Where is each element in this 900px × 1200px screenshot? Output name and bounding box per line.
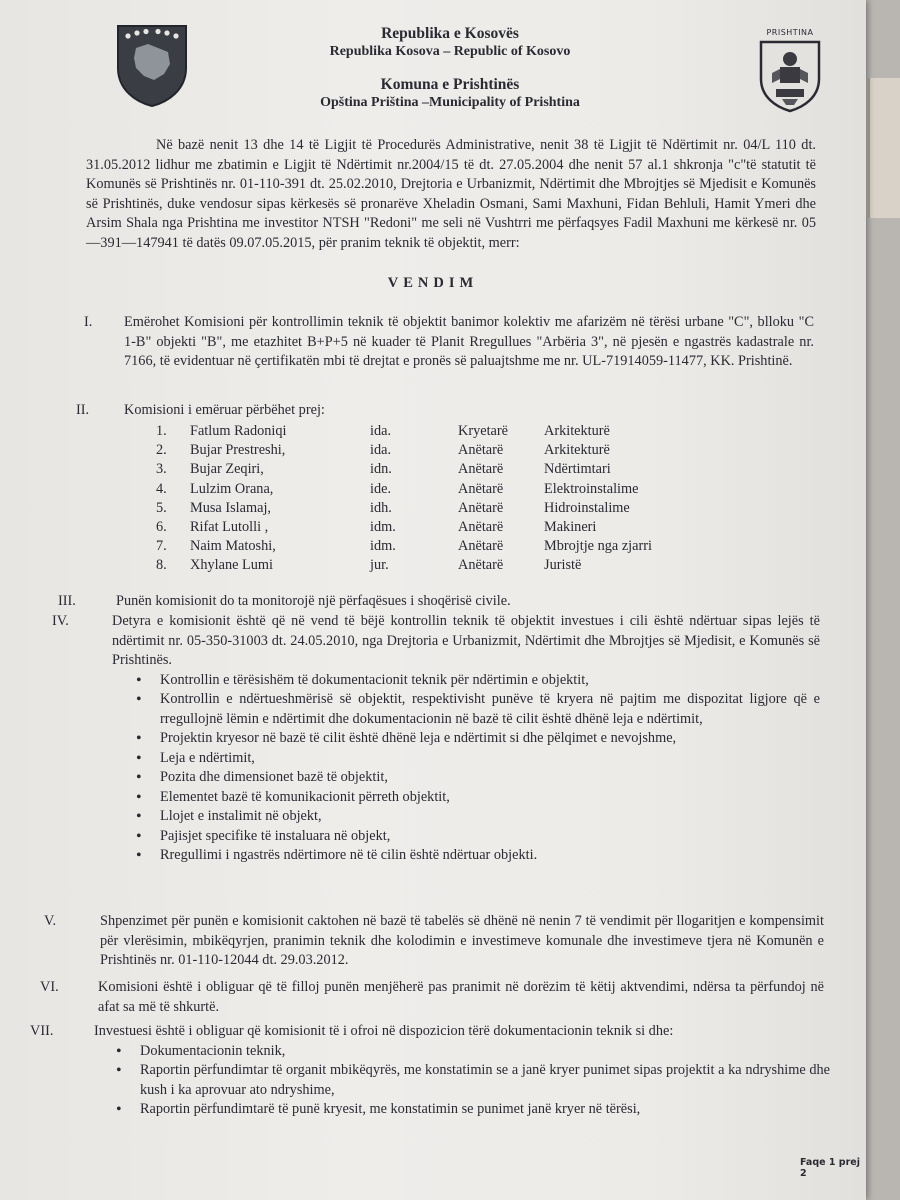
member-title: idh. <box>370 499 392 516</box>
page-number: Faqe 1 prej 2 <box>800 1157 860 1179</box>
section-6-number: VI. <box>40 979 59 995</box>
section-2-text: Komisioni i emëruar përbëhet prej: <box>124 402 325 418</box>
member-index: 8. <box>156 557 167 574</box>
member-index: 6. <box>156 518 167 535</box>
section-7 <box>30 1022 840 1152</box>
section-6-text: Komisioni është i obliguar që të filloj punën menjëherë pas pranimit në dorëzim të këtij aktvendimi, ndërsa ta përfundoj në afat sa më të shkurtë. <box>98 979 824 1015</box>
section-1-text: Emërohet Komisioni për kontrollimin teknik të objektit banimor kolektiv me afarizëm në tërësi urbane "C", blloku "C 1-B" objekti "B", me etazhitet B+P+5 në kuader të Planit Rregullues "Arbëria 3", në pjesën e ngastrës kadastrale nr. 7166, të evidentuar në çertifikatën mbi të drejtat e pronës së paluajtshme me nr. UL-71914059-11477, KK. Prishtinë. <box>124 314 814 369</box>
list-item: • Dokumentacionin teknik, <box>110 1042 830 1062</box>
member-row <box>156 480 716 499</box>
committee-members-list <box>156 422 716 576</box>
member-role: Anëtarë <box>458 442 504 459</box>
list-item: • Kontrollin e tërësishëm të dokumentacionit teknik për ndërtimin e objektit, <box>130 671 820 691</box>
member-field: Ndërtimtari <box>544 461 611 478</box>
desk-object <box>868 78 900 218</box>
list-item: • Projektin kryesor në bazë të cilit është dhënë leja e ndërtimit si dhe pëlqimet e nevojshme, <box>130 729 820 749</box>
member-index: 1. <box>156 423 167 439</box>
section-1 <box>84 313 824 393</box>
section-7-text: Investuesi është i obliguar që komisionit të i ofroi në dispozicion tërë dokumentacionin teknik si dhe: <box>94 1023 674 1039</box>
section-4 <box>52 612 832 912</box>
section-4-bullet-list <box>130 671 820 866</box>
letterhead <box>240 24 660 112</box>
member-index: 5. <box>156 499 167 516</box>
member-title: jur. <box>370 557 389 574</box>
member-title: idn. <box>370 461 392 478</box>
member-name: Lulzim Orana, <box>190 480 274 497</box>
member-name: Bujar Zeqiri, <box>190 461 264 478</box>
prishtina-crest <box>754 28 826 118</box>
member-title: ide. <box>370 480 392 497</box>
member-index: 4. <box>156 480 167 497</box>
member-field: Makineri <box>544 518 597 535</box>
member-role: Anëtarë <box>458 518 504 535</box>
section-7-bullet-list <box>110 1042 830 1120</box>
header-line-1: Republika e Kosovës <box>381 25 519 42</box>
section-4-block <box>112 612 820 866</box>
preamble-paragraph: Në bazë nenit 13 dhe 14 të Ligjit të Procedurës Administrative, nenit 38 të Ligjit të Ndërtimit nr. 04/L 110 dt. 31.05.2012 lidhur me zbatimin e Ligjit të Ndërtimit nr.2004/15 të dt. 27.05.2004 dhe nenit 57 al.1 shkronja "c"të statutit të Komunës së Prishtinës nr. 01-110-391 dt. 25.02.2010, Drejtoria e Urbanizmit, Ndërtimit dhe Mbrojtjes së Mjedisit e Komunës së Prishtinës, duke vendosur sipas kërkesës së pronarëve Xheladin Osmani, Sami Maxhuni, Fidan Behluli, Hamit Ymeri dhe Arsim Shala nga Prishtina me investitor NTSH "Redoni" me seli në Vushtrri me përfaqsyes Fadil Maxhuni me kërkesë nr. 05—391—147941 të datës 09.07.05.2015, për pranim teknik të objektit, merr: <box>86 137 816 251</box>
list-item: • Kontrollin e ndërtueshmërisë së objektit, respektivisht punëve të kryera në pajtim me dispozitat ligjore që e rregullojnë lëmin e ndërtimit dhe dokumentacionin në bazë të cilit është dhënë leja e ndërtimit, <box>130 690 820 729</box>
member-row <box>156 460 716 479</box>
member-role: Anëtarë <box>458 499 504 516</box>
header-line-2: Republika Kosova – Republic of Kosovo <box>329 44 571 59</box>
member-field: Elektroinstalime <box>544 480 639 497</box>
member-title: ida. <box>370 423 392 439</box>
list-item: • Leja e ndërtimit, <box>130 749 820 769</box>
section-5 <box>44 912 834 974</box>
decision-title: VENDIM <box>387 275 479 291</box>
section-1-number: I. <box>84 314 93 330</box>
section-7-block <box>94 1022 830 1120</box>
member-index: 2. <box>156 442 167 459</box>
list-item: • Llojet e instalimit në objekt, <box>130 807 820 827</box>
section-4-number: IV. <box>52 613 69 629</box>
member-role: Anëtarë <box>458 480 504 497</box>
list-item: • Pozita dhe dimensionet bazë të objektit, <box>130 768 820 788</box>
member-title: ida. <box>370 442 392 459</box>
member-field: Mbrojtje nga zjarri <box>544 538 652 555</box>
section-5-number: V. <box>44 913 57 929</box>
member-title: idm. <box>370 538 396 555</box>
member-role: Anëtarë <box>458 538 504 555</box>
member-index: 7. <box>156 538 167 555</box>
member-name: Naim Matoshi, <box>190 538 276 555</box>
section-3 <box>58 592 828 612</box>
section-4-text: Detyra e komisionit është që në vend të bëjë kontrollin teknik të objektit investues i cili është ndërtuar sipas lejës të ndërtimit nr. 05-350-31003 dt. 24.05.2010, nga Drejtoria e Urbanizmit, Ndërtimit dhe Mbrojtjes së Mjedisit, e Komunës së Prishtinës. <box>112 613 820 668</box>
list-item: • Raportin përfundimtar të organit mbikëqyrës, me konstatimin se a janë kryer punimet sipas projektit a ka ndryshime dhe kush i ka aprovuar ato ndryshime, <box>110 1061 830 1100</box>
section-3-text: Punën komisionit do ta monitorojë një përfaqësues i shoqërisë civile. <box>116 593 511 609</box>
member-field: Hidroinstalime <box>544 499 630 516</box>
member-name: Musa Islamaj, <box>190 499 271 516</box>
section-3-number: III. <box>58 593 76 609</box>
member-field: Arkitekturë <box>544 442 610 459</box>
list-item: • Pajisjet specifike të instaluara në objekt, <box>130 827 820 847</box>
section-2 <box>76 401 816 421</box>
member-field: Arkitekturë <box>544 423 610 439</box>
header-line-4: Opština Priština –Municipality of Prishtina <box>320 95 580 110</box>
member-role: Anëtarë <box>458 461 504 478</box>
section-6 <box>40 978 834 1020</box>
section-7-number: VII. <box>30 1023 54 1039</box>
prishtina-crest-icon <box>758 39 822 113</box>
member-row <box>156 537 716 556</box>
member-row <box>156 422 716 441</box>
member-role: Kryetarë <box>458 423 509 439</box>
member-name: Rifat Lutolli , <box>190 518 269 535</box>
member-index: 3. <box>156 461 167 478</box>
member-name: Fatlum Radoniqi <box>190 423 287 439</box>
member-role: Anëtarë <box>458 557 504 574</box>
member-field: Juristë <box>544 557 582 574</box>
member-row <box>156 518 716 537</box>
header-line-3: Komuna e Prishtinës <box>380 76 520 93</box>
member-row <box>156 441 716 460</box>
member-name: Xhylane Lumi <box>190 557 273 574</box>
member-row <box>156 556 716 575</box>
list-item: • Elementet bazë të komunikacionit përreth objektit, <box>130 788 820 808</box>
member-row <box>156 499 716 518</box>
city-crest-label: PRISHTINA <box>766 28 814 37</box>
list-item: • Raportin përfundimtarë të punë kryesit, me konstatimin se punimet janë kryer në tërësi, <box>110 1100 830 1120</box>
section-5-text: Shpenzimet për punën e komisionit caktohen në bazë të tabelës së dhënë në nenin 7 të vendimit për llogaritjen e kompensimit për vlerësimin, mbikëqyrjen, pranimin teknik dhe kolodimin e investimeve komunale dhe investimeve tjera në Komunën e Prishtinës nr. 01-110-12044 dt. 29.03.2012. <box>100 913 824 968</box>
member-name: Bujar Prestreshi, <box>190 442 286 459</box>
list-item: • Rregullimi i ngastrës ndërtimore në të cilin është ndërtuar objekti. <box>130 846 820 866</box>
kosovo-coat-of-arms-icon <box>114 22 190 108</box>
section-2-number: II. <box>76 402 90 418</box>
member-title: idm. <box>370 518 396 535</box>
